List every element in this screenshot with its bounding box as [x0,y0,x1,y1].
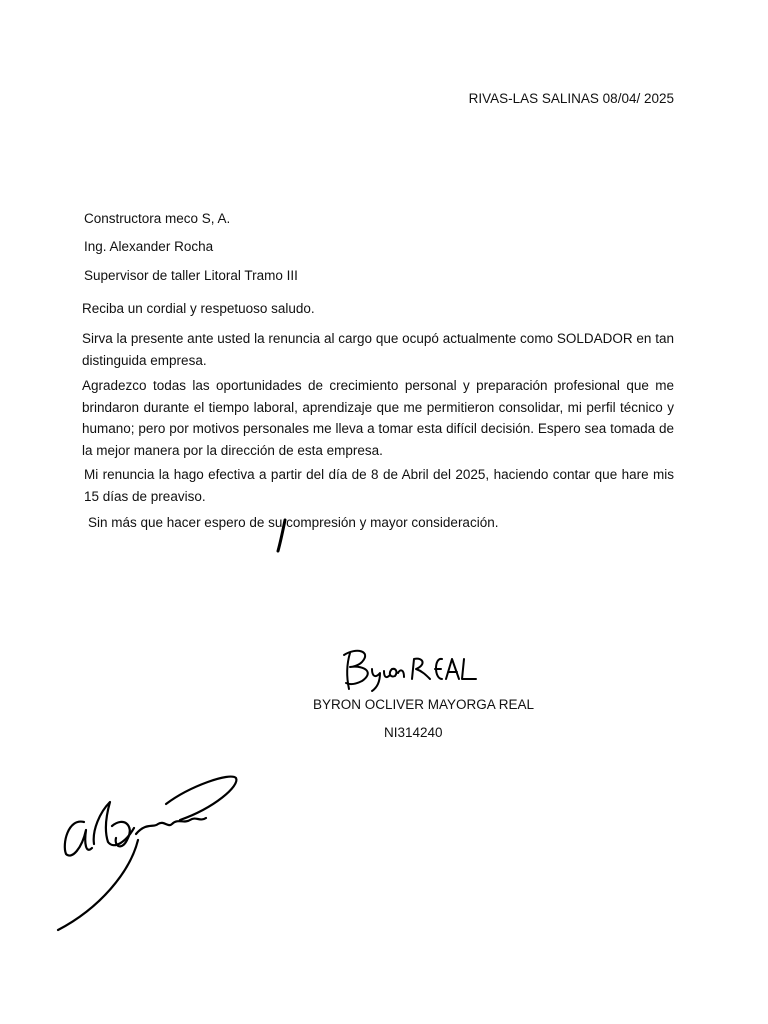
signer-signature [338,645,488,693]
place-date: RIVAS-LAS SALINAS 08/04/ 2025 [468,91,674,106]
resignation-paragraph: Sirva la presente ante usted la renuncia al cargo que ocupó actualmente como SOLDADOR en tan distinguida empresa. [82,331,674,368]
recipient-title: Supervisor de taller Litoral Tramo III [84,268,298,283]
effective-date-paragraph: Mi renuncia la hago efectiva a partir del día de 8 de Abril del 2025, haciendo contar que hare mis 15 días de preaviso. [84,467,674,504]
pen-mark [272,518,292,554]
signer-id: NI314240 [384,725,443,740]
recipient-name: Ing. Alexander Rocha [84,239,214,254]
receiver-signature [50,768,250,938]
gratitude-paragraph: Agradezco todas las oportunidades de crecimiento personal y preparación profesional que me brindaron durante el tiempo laboral, aprendizaje que me permitieron consolidar, mi perfil técnico y humano; pero por motivos personales me lleva a tomar esta difícil decisión. Espero sea tomada de la mejor manera por la dirección de esta empresa. [82,378,674,458]
recipient-company: Constructora meco S, A. [84,211,231,226]
signer-name: BYRON OCLIVER MAYORGA REAL [313,697,535,712]
greeting: Reciba un cordial y respetuoso saludo. [82,301,315,316]
closing-line: Sin más que hacer espero de su compresión y mayor consideración. [88,515,499,530]
